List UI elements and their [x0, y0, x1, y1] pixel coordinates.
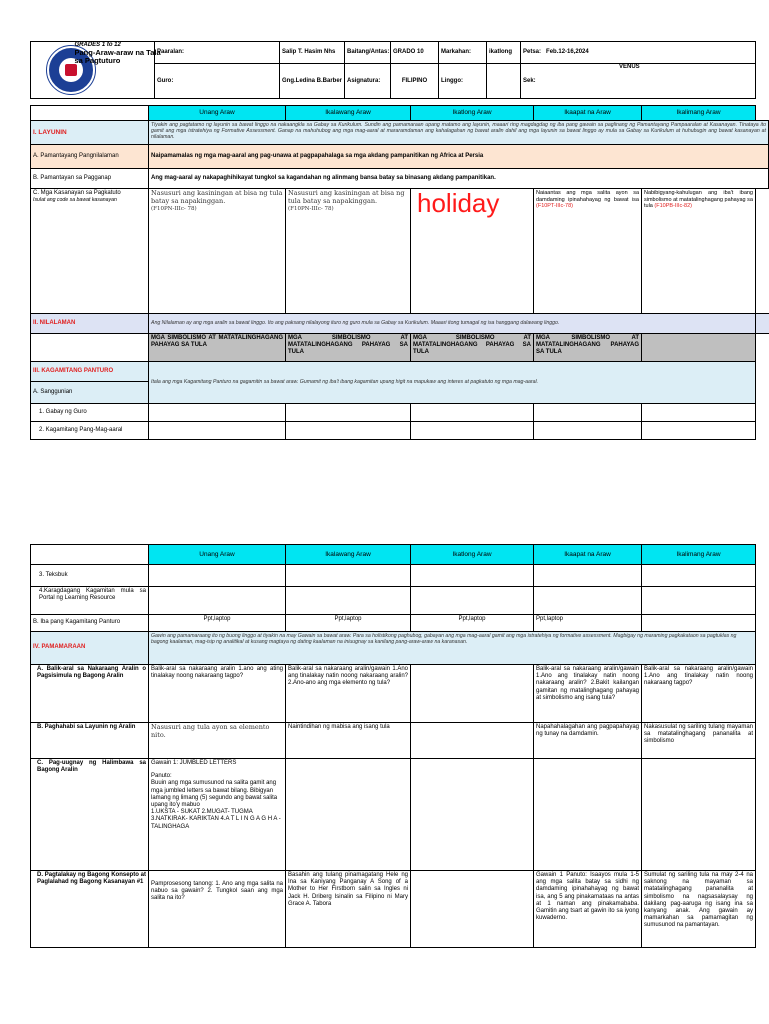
grades-label: GRADES 1 to 12	[74, 42, 121, 48]
a-day2: Balik-aral sa nakaraang aralin/gawain 1.Ano ang tinalakay natin noong nakaraang aralin? 2.Ano-ano ang mga elemento ng tula?	[286, 665, 411, 723]
kagamitan-text: Itala ang mga Kagamitang Panturo na gagamitin sa bawat araw. Gumamit ng iba't ibang kagamitan upang higit na mapukaw ang interes at pagkatuto ng mga mag-aaral.	[149, 362, 756, 404]
karagdagang-label: 4.Karagdagang Kagamitan mula sa Portal ng Learning Resource	[31, 587, 149, 615]
kas-day4-code: (F10PT-IIIc-78)	[536, 203, 573, 210]
topic-blank-cell	[31, 334, 149, 362]
a-day1: Balik-aral sa nakaraang aralin 1.ano ang ating tinalakay noong nakaraang tagpo?	[149, 665, 286, 723]
petsa-cell	[521, 42, 756, 64]
kas-day5-cell	[642, 189, 756, 314]
paaralan-value: Salip T. Hasim Nhs	[280, 42, 345, 64]
kas-day2-text: Nasusuri ang kasiningan at bisa ng tula batay sa napakinggan.	[288, 189, 405, 205]
iba-day2: Ppt,laptop	[286, 615, 411, 632]
pamamaraan-text: Gawin ang pamamaraang ito ng buong linggo at tiyakin na may Gawain sa bawat araw. Para sa holistikong paghubog, gabayan ang mga mag-aaral gamit ang mga istratehiya ng formative assessment. Magbigay ng maraming pagkakataon sa pagtuklas ng bagong kaalaman, mag-isip ng analitikal at kusang magtaya ng dating kaalaman na iniuugnay sa kanilang pang-araw-araw na karanasan.	[149, 632, 756, 665]
nilalaman-label: II. NILALAMAN	[31, 314, 149, 334]
guro-label: Guro:	[155, 64, 280, 99]
topic-day4: MGA SIMBOLISMO AT MATATALINGHAGANG PAHAYAG SA TULA	[534, 334, 642, 362]
markahan-label: Markahan:	[439, 42, 487, 64]
kasanayan-sub: Isulat ang code sa bawat kasanayan	[33, 197, 117, 204]
petsa-label: Petsa:	[523, 49, 542, 56]
a-day5: Balik-aral sa nakaraang aralin/gawain 1.Ano ang tinalakay natin noong nakaraang tagpo?	[642, 665, 756, 723]
title-cell	[74, 42, 161, 99]
day-header-2-1: Unang Araw	[149, 545, 286, 565]
kas-day1-text: Nasusuri ang kasiningan at bisa ng tula batay sa napakinggan.	[151, 189, 283, 205]
layunin-text: Tiyakin ang pagtatamo ng layunin sa bawat linggo na nakaangkla sa Gabay sa Kurikulum. Sundin ang pamamaraan upang matamo ang layunin, maaari ring magdagdag ng iba pang gawain sa paglinang ng Pamantayang Pampaaralan at Kasanayan. Tinataya ito gamit ang mga istratehiya ng Formative Assessment. Ganap na mahuhubog ang mga mag-aaral at mararamdaman ang kahalagahan ng bawat aralin dahil ang mga layunin sa bawat linggo ay mula sa Gabay sa Kurikulum at huhubugin ang bawat kasanayan at nilalaman.	[149, 121, 769, 145]
d-day2: Basahin ang tulang pinamagatang Hele ng Ina sa Kaniyang Panganay A Song of a Mother to Her Firstborn salin sa Ingles ni Jack H. Driberg Isinalin sa Filipino ni Mary Grace A. Tabora	[286, 871, 411, 948]
kasanayan-cell	[31, 189, 149, 314]
pangnilalaman-label: A. Pamantayang Pangnilalaman	[31, 145, 149, 169]
kas-day2-code: (F10PN-IIIc- 78)	[288, 205, 334, 212]
paaralan-label: Paaralan:	[155, 42, 280, 64]
asignatura-value: FILIPINO	[391, 64, 439, 99]
a-label: A. Balik-aral sa Nakaraang Aralin o Pagsisimula ng Bagong Aralin	[31, 665, 149, 723]
kas-day4-cell	[534, 189, 642, 314]
c-day1-title: Gawain 1: JUMBLED LETTERS	[151, 760, 237, 766]
kagamitang-label: 2. Kagamitang Pang-Mag-aaral	[31, 422, 149, 440]
nilalaman-text: Ang Nilalaman ay ang mga aralin sa bawat linggo. Ito ang paksang nilalayong ituro ng guro mula sa Gabay sa Kurikulum. Maaari itong tumagal ng isa hanggang dalawang linggo.	[149, 314, 756, 334]
d-day5: Sumulat ng sariling tula na may 2-4 na saknong na mayaman sa matatalinghagang pananalita at simbolismo na nagsasalaysay ng dakilang pag-aaruga ng isang ina sa kanyang anak. Ang gawain ay mamarkahan sa pamamagitan ng sumusunod na pamantayan.	[642, 871, 756, 948]
guro-value: Gng.Ledina B.Barber	[280, 64, 345, 99]
iba-label: B. Iba pang Kagamitang Panturo	[31, 615, 149, 632]
linggo-value	[487, 64, 521, 99]
b-day2: Naintindihan ng mabisa ang isang tula	[286, 723, 411, 759]
asignatura-label: Asignatura:	[345, 64, 391, 99]
iba-day4: Ppt,laptop	[534, 615, 642, 632]
topic-day2: MGA SIMBOLISMO AT MATATALINGHAGANG PAHAYAG SA TULA	[286, 334, 411, 362]
venus-label: VENUS	[619, 64, 640, 70]
markahan-value: ikatlong	[487, 42, 521, 64]
day-header-5: Ikalimang Araw	[642, 106, 756, 121]
pangnilalaman-text: Naipamamalas ng mga mag-aaral ang pag-unawa at pagpapahalaga sa mga akdang pampanitikan ng Africa at Persia	[149, 145, 769, 169]
kasanayan-label: C. Mga Kasanayan sa Pagkatuto	[33, 190, 121, 196]
c-day1-items: 1.UKSTA - SUKAT 2.MUGAT- TUGMA 3.NATKIRAK- KARIKTAN 4.A T L I N G A G H A -TALINGHAGA	[151, 809, 281, 830]
b-label: B. Paghahabi sa Layunin ng Aralin	[31, 723, 149, 759]
day-header-2-4: Ikaapat na Araw	[534, 545, 642, 565]
c-label: C. Pag-uugnay ng Halimbawa sa Bagong Aralin	[31, 759, 149, 871]
b-day5: Nakasusulat ng sariling tulang mayaman sa matatalinghagang pananalita at simbolismo	[642, 723, 756, 759]
kas-day5-code: (F10PB-IIIc-82)	[654, 203, 692, 210]
corner-cell-2	[31, 545, 149, 565]
kas-day5-text: Nabibigyang-kahulugan ang iba't ibang simbolismo at matatalinghagang pahayag sa tula	[644, 190, 753, 210]
teksbuk-label: 3. Teksbuk	[31, 565, 149, 587]
day-header-2-2: Ikalawang Araw	[286, 545, 411, 565]
pagganap-text: Ang mag-aaral ay nakapaghihikayat tungkol sa kagandahan ng alinmang bansa batay sa binasang akdang pampanitikan.	[149, 169, 769, 189]
day-header-2: Ikalawang Araw	[286, 106, 411, 121]
d-day4: Gawain 1 Panuto: Isaayos mula 1-5 ang mga salita batay sa sidhi ng damdaming ipinahahayag ng bawat isa, ang 5 ang pinakamataas na antas at 1 naman ang pinakamababa. Gamitin ang tsart at gawin ito sa iyong kuwaderno.	[534, 871, 642, 948]
petsa-value: Feb.12-16,2024	[546, 49, 589, 56]
doc-title: Pang-Araw-araw na Tala sa Pagtuturo	[74, 48, 161, 66]
b-day1: Nasusuri ang tula ayon sa elemento nito.	[149, 723, 286, 759]
sek-label: Sek:	[523, 77, 536, 84]
day-header-1: Unang Araw	[149, 106, 286, 121]
topic-day3: MGA SIMBOLISMO AT MATATALINGHAGANG PAHAYAG SA TULA	[411, 334, 534, 362]
kagamitan-label: III. KAGAMITANG PANTURO	[31, 362, 149, 382]
lesson-plan-table-2	[30, 544, 756, 948]
baitang-label: Baitang/Antas:	[345, 42, 391, 64]
pagganap-label: B. Pamantayan sa Pagganap	[31, 169, 149, 189]
lesson-plan-table-1	[30, 105, 769, 440]
gabay-label: 1. Gabay ng Guro	[31, 404, 149, 422]
c-day1-cell	[149, 759, 286, 871]
layunin-label: I. LAYUNIN	[31, 121, 149, 145]
topic-day5	[642, 334, 756, 362]
c-day1-body: Buuin ang mga sumusunod na salita gamit ang mga jumbled letters sa bawat bilang. Bibigyan lamang ng limang (5) segundo ang bawat salita upang ito'y mabuo	[151, 780, 278, 808]
b-day4: Napahahalagahan ang pagpapahayag ng tunay na damdamin.	[534, 723, 642, 759]
holiday-text: holiday	[417, 188, 500, 218]
header-table	[30, 41, 756, 99]
baitang-value: GRADO 10	[391, 42, 439, 64]
topic-day1: MGA SIMBOLISMO AT MATATALINGHAGANG PAHAYAG SA TULA	[149, 334, 286, 362]
day-header-2-5: Ikalimang Araw	[642, 545, 756, 565]
day-header-2-3: Ikatlong Araw	[411, 545, 534, 565]
c-day1-panuto: Panuto:	[151, 773, 172, 780]
day-header-3: Ikatlong Araw	[411, 106, 534, 121]
d-label: D. Pagtalakay ng Bagong Konsepto at Paglalahad ng Bagong Kasanayan #1	[31, 871, 149, 948]
pamamaraan-label: IV. PAMAMARAAN	[31, 632, 149, 665]
iba-day3: Ppt,laptop	[411, 615, 534, 632]
sanggunian-label: A. Sanggunian	[31, 382, 149, 404]
iba-day1: Ppt,laptop	[149, 615, 286, 632]
kas-day1-code: (F10PN-IIIc- 78)	[151, 205, 197, 212]
kas-day2-cell	[286, 189, 411, 314]
day-header-4: Ikaapat na Araw	[534, 106, 642, 121]
kas-day3-cell	[411, 189, 534, 314]
d-day1: Pamprosesong tanong: 1. Ano ang mga salita na nabuo sa gawain? 2. Tungkol saan ang mga salita na ito?	[149, 871, 286, 948]
kas-day4-text: Naiaantas ang mga salita ayon sa damdaming ipinahahayag ng bawat isa	[536, 190, 639, 203]
corner-cell	[31, 106, 149, 121]
kas-day1-cell	[149, 189, 286, 314]
a-day4: Balik-aral sa nakaraang aralin/gawain 1.Ano ang tinalakay natin noong nakaraang aralin? 2.Bakit kailangan gamitan ng matalinghagang pahayag at simbolismo ang isang tula?	[534, 665, 642, 723]
linggo-label: Linggo:	[439, 64, 487, 99]
